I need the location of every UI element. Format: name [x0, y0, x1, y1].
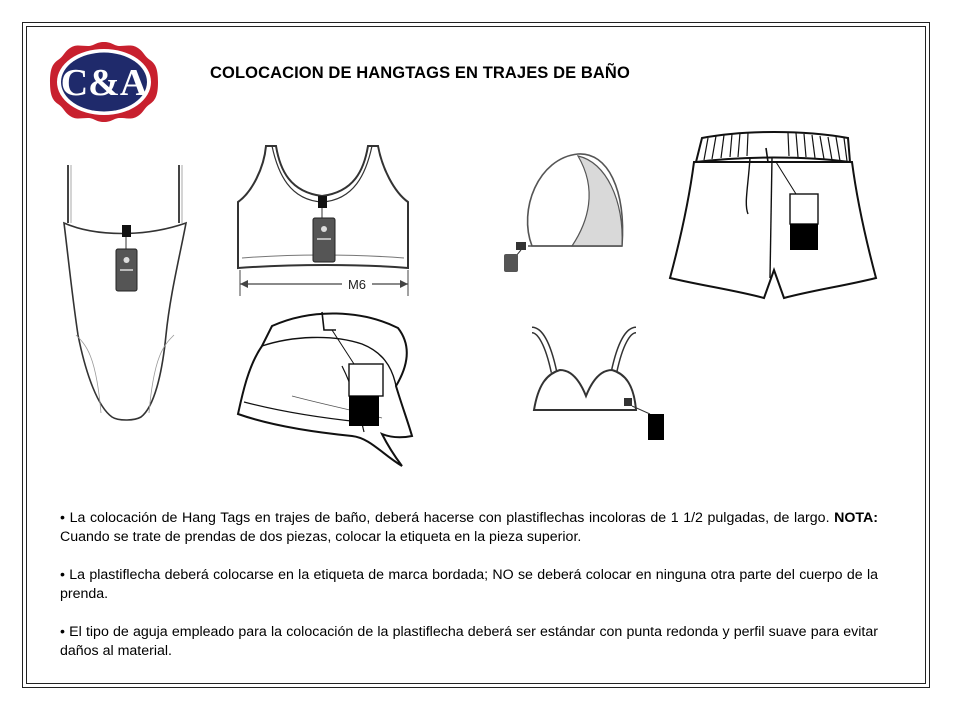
swim-cap-illustration	[498, 150, 636, 280]
swim-shorts-illustration	[664, 128, 880, 306]
page-title: COLOCACION DE HANGTAGS EN TRAJES DE BAÑO	[210, 64, 630, 82]
instruction-item-3	[60, 623, 878, 661]
note-label: NOTA:	[834, 510, 878, 526]
bullet: •	[60, 624, 65, 640]
bra-top-illustration	[524, 326, 674, 446]
measure-label: M6	[347, 277, 367, 292]
instruction-text-2: La plastiflecha deberá colocarse en la etiqueta de marca bordada; NO se deberá colocar en ninguna otra parte del cuerpo de la prenda.	[60, 567, 878, 602]
bullet: •	[60, 510, 65, 526]
logo-text: C&A	[60, 62, 148, 104]
bullet: •	[60, 567, 65, 583]
one-piece-swimsuit-illustration	[46, 145, 206, 430]
pareo-wrap-illustration	[232, 306, 422, 470]
brand-logo	[48, 40, 160, 124]
instruction-item-2	[60, 566, 878, 604]
instructions	[60, 509, 878, 661]
instruction-text-3: El tipo de aguja empleado para la colocación de la plastiflecha deberá ser estándar con punta redonda y perfil suave para evitar daños al material.	[60, 624, 878, 659]
bikini-top-illustration	[232, 140, 414, 300]
instruction-text-1: La colocación de Hang Tags en trajes de baño, deberá hacerse con plastiflechas incoloras de 1 1/2 pulgadas, de largo.	[69, 510, 830, 526]
instruction-item-1	[60, 509, 878, 547]
note-text: Cuando se trate de prendas de dos piezas, colocar la etiqueta en la pieza superior.	[60, 529, 582, 545]
